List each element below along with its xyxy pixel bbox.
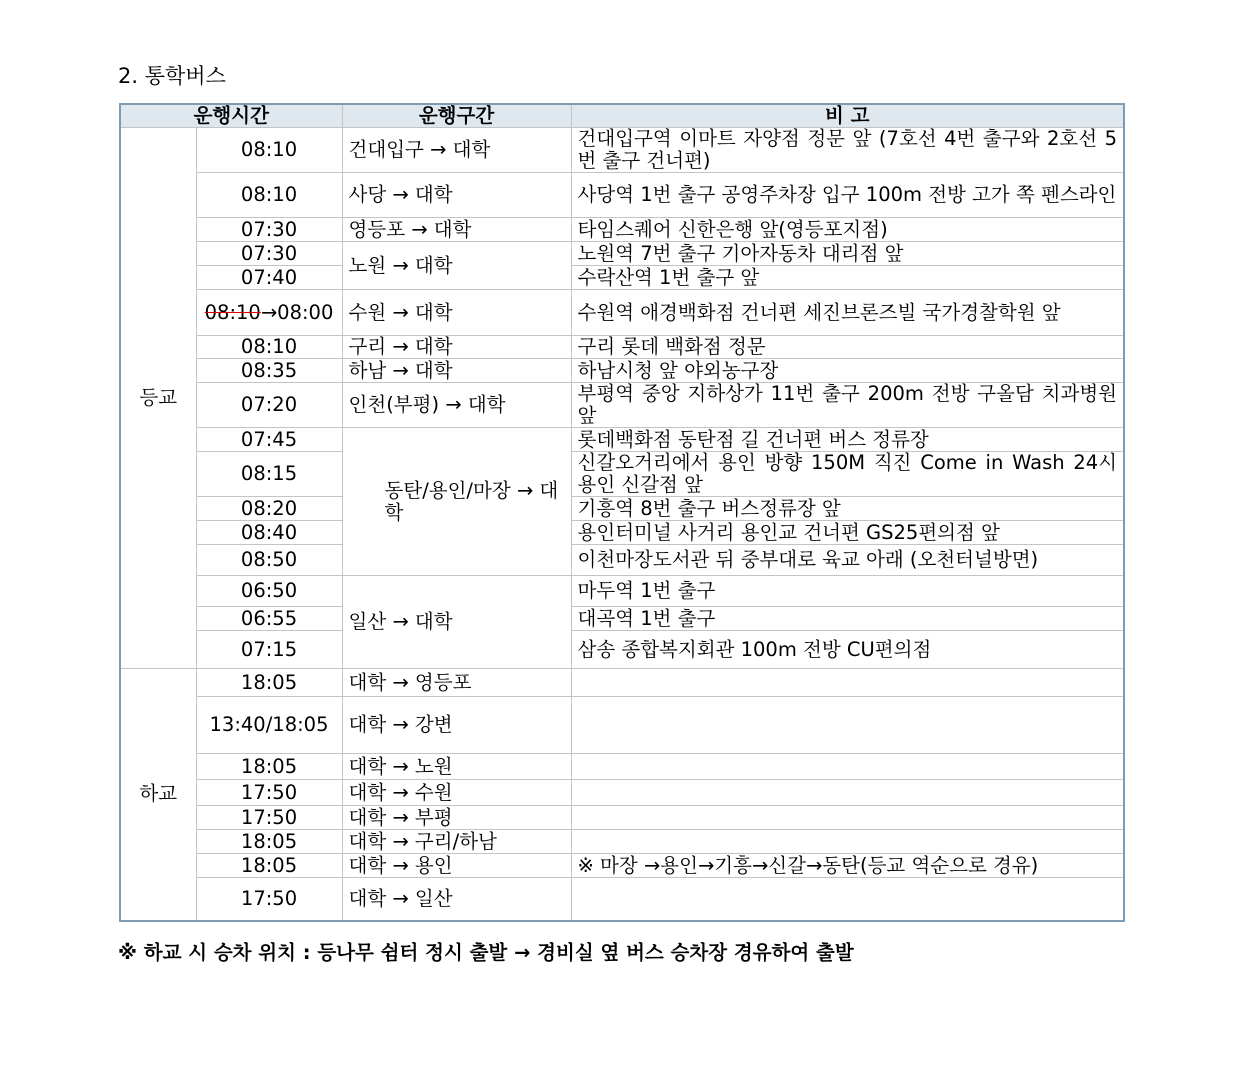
route-cell: 사당 → 대학 [342,173,571,218]
time-cell: 17:50 [196,806,342,830]
note-cell: 수원역 애경백화점 건너편 세진브론즈빌 국가경찰학원 앞 [571,290,1124,336]
time-cell: 17:50 [196,780,342,806]
table-row [120,806,1124,830]
note-cell: 이천마장도서관 뒤 중부대로 육교 아래 (오천터널방면) [571,545,1124,576]
table-header-row [120,104,1124,128]
time-cell: 07:20 [196,383,342,428]
time-cell: 13:40/18:05 [196,697,342,754]
route-cell: 노원 → 대학 [342,242,571,290]
table-row [120,428,1124,452]
note-cell: 노원역 7번 출구 기아자동차 대리점 앞 [571,242,1124,266]
route-cell: 대학 → 영등포 [342,669,571,697]
route-cell: 일산 → 대학 [342,576,571,669]
time-cell: 17:50 [196,878,342,921]
header-note: 비 고 [571,104,1124,128]
route-cell: 대학 → 노원 [342,754,571,780]
time-cell: 08:50 [196,545,342,576]
table-row [120,631,1124,669]
group-label-evening: 하교 [120,669,196,921]
time-cell: 18:05 [196,754,342,780]
note-cell: 삼송 종합복지회관 100m 전방 CU편의점 [571,631,1124,669]
table-row [120,266,1124,290]
header-time: 운행시간 [120,104,342,128]
table-row [120,128,1124,173]
time-cell [196,290,342,336]
note-cell [571,754,1124,780]
table-row [120,290,1124,336]
time-arrow: → [260,300,278,324]
time-cell: 08:15 [196,452,342,497]
route-cell: 대학 → 일산 [342,878,571,921]
boarding-location-note: ※ 하교 시 승차 위치 : 등나무 쉼터 정시 출발 → 경비실 옆 버스 승차장 경유하여 출발 [118,941,854,964]
time-cell: 07:15 [196,631,342,669]
note-cell: 마두역 1번 출구 [571,576,1124,607]
time-cell: 07:30 [196,242,342,266]
note-cell [571,830,1124,854]
note-cell: 용인터미널 사거리 용인교 건너편 GS25편의점 앞 [571,521,1124,545]
route-cell: 수원 → 대학 [342,290,571,336]
table-row [120,521,1124,545]
shuttle-bus-table [119,103,1125,922]
time-cell: 07:30 [196,218,342,242]
table-row [120,854,1124,878]
header-route: 운행구간 [342,104,571,128]
time-cell: 08:10 [196,336,342,359]
route-cell: 대학 → 부평 [342,806,571,830]
time-cell: 18:05 [196,669,342,697]
route-cell: 구리 → 대학 [342,336,571,359]
note-cell: 수락산역 1번 출구 앞 [571,266,1124,290]
time-cell: 08:10 [196,128,342,173]
note-cell: 대곡역 1번 출구 [571,607,1124,631]
time-cell: 18:05 [196,830,342,854]
table-row [120,669,1124,697]
table-row [120,607,1124,631]
time-cell: 07:40 [196,266,342,290]
note-cell [571,806,1124,830]
route-cell: 인천(부평) → 대학 [342,383,571,428]
table-row [120,497,1124,521]
section-title: 2. 통학버스 [118,64,226,88]
table-row [120,383,1124,428]
time-cell: 08:35 [196,359,342,383]
note-cell: 타임스퀘어 신한은행 앞(영등포지점) [571,218,1124,242]
note-cell [571,780,1124,806]
table-row [120,173,1124,218]
table-row [120,359,1124,383]
note-cell: 신갈오거리에서 용인 방향 150M 직진 Come in Wash 24시 용인 신갈점 앞 [571,452,1124,497]
route-cell: 하남 → 대학 [342,359,571,383]
note-cell [571,697,1124,754]
table-row [120,830,1124,854]
time-cell: 06:50 [196,576,342,607]
time-cell: 08:40 [196,521,342,545]
time-cell: 08:10 [196,173,342,218]
time-cell: 08:20 [196,497,342,521]
table-row [120,697,1124,754]
time-cell: 18:05 [196,854,342,878]
note-cell: 건대입구역 이마트 자양점 정문 앞 (7호선 4번 출구와 2호선 5번 출구 건너편) [571,128,1124,173]
note-cell: 하남시청 앞 야외농구장 [571,359,1124,383]
table-row [120,242,1124,266]
table-row [120,545,1124,576]
note-cell: 사당역 1번 출구 공영주차장 입구 100m 전방 고가 쪽 펜스라인 [571,173,1124,218]
note-cell: 롯데백화점 동탄점 길 건너편 버스 정류장 [571,428,1124,452]
route-cell: 영등포 → 대학 [342,218,571,242]
note-cell: 기흥역 8번 출구 버스정류장 앞 [571,497,1124,521]
table-row [120,576,1124,607]
table-row [120,336,1124,359]
route-cell: 대학 → 강변 [342,697,571,754]
table-row [120,452,1124,497]
note-cell: 부평역 중앙 지하상가 11번 출구 200m 전방 구올담 치과병원 앞 [571,383,1124,428]
time-cell: 06:55 [196,607,342,631]
route-cell: 동탄/용인/마장 → 대학 [342,428,571,576]
route-cell: 대학 → 수원 [342,780,571,806]
table-row [120,218,1124,242]
route-cell: 대학 → 구리/하남 [342,830,571,854]
group-label-morning: 등교 [120,128,196,669]
time-old: 08:10 [204,300,261,324]
note-cell [571,669,1124,697]
table-row [120,780,1124,806]
route-cell: 대학 → 용인 [342,854,571,878]
table-row [120,754,1124,780]
time-new: 08:00 [277,300,334,324]
note-cell [571,878,1124,921]
table-row [120,878,1124,921]
note-cell: ※ 마장 →용인→기흥→신갈→동탄(등교 역순으로 경유) [571,854,1124,878]
note-cell: 구리 롯데 백화점 정문 [571,336,1124,359]
time-cell: 07:45 [196,428,342,452]
route-cell: 건대입구 → 대학 [342,128,571,173]
